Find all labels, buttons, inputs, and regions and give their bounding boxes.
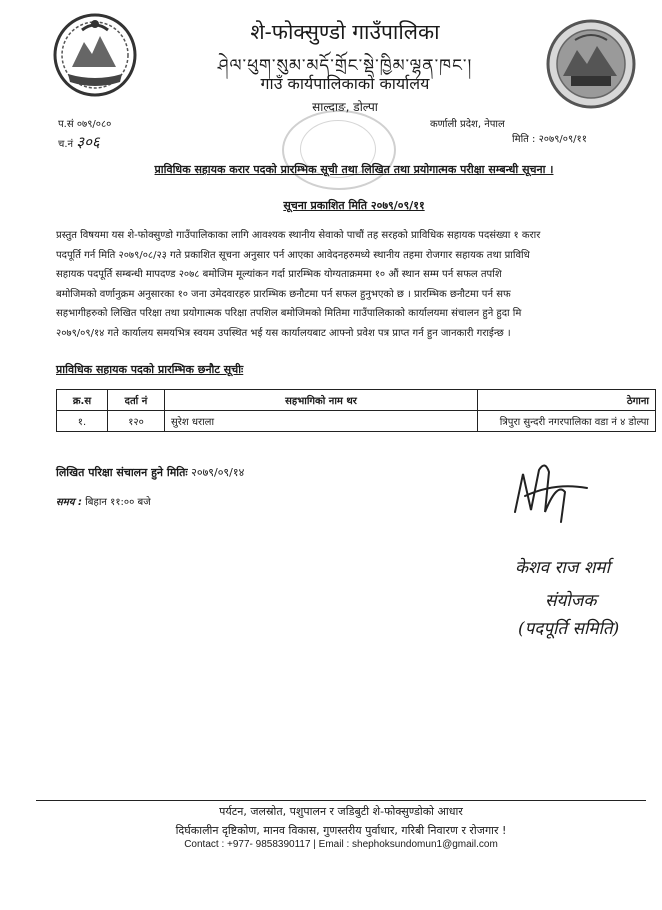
cell-serial: १. — [57, 411, 108, 432]
table-header-row — [57, 390, 656, 411]
footer-slogan: पर्यटन, जलस्रोत, पशुपालन र जडिबुटी शे-फोक्सुण्डोको आधार — [219, 805, 463, 818]
body-line: सहभागीहरुको लिखित परिक्षा तथा प्रयोगात्मक परिक्षा तपशिल बमोजिमको मितिमा गाउँपालिकाको कार्यालयमा संचालन हुने हुदा मि — [56, 308, 522, 319]
cell-reg-no: १२० — [108, 411, 165, 432]
notice-title: प्राविधिक सहायक करार पदको प्रारम्भिक सूची तथा लिखित तथा प्रयोगात्मक परीक्षा सम्बन्धी सूचना । — [154, 163, 554, 176]
signatory-role: संयोजक — [545, 591, 597, 611]
body-line: प्रस्तुत विषयमा यस शे-फोक्सुण्डो गाउँपालिकाका लागि आवश्यक स्थानीय सेवाको पाचौं तह सरहको प्राविधिक सहायक पदसंख्या १ करार — [56, 230, 541, 241]
signatory-name: केशव राज शर्मा — [515, 558, 610, 578]
cell-address: त्रिपुरा सुन्दरी नगरपालिका वडा नं ४ डोल्पा — [478, 411, 656, 432]
signature-icon — [505, 452, 595, 532]
province-label: कर्णाली प्रदेश, नेपाल — [430, 119, 505, 130]
cell-name: सुरेश धराला — [165, 411, 478, 432]
table-row — [57, 411, 656, 432]
body-line: पदपूर्ति गर्न मिति २०७९/०८/२३ गते प्रकाशित सूचना अनुसार पर्न आएका आवेदनहरुमध्ये स्थानीय तहमा रोजगार सहायक तथा प्राविधि — [56, 249, 530, 261]
col-serial: क्र.स — [57, 390, 108, 411]
published-date: सूचना प्रकाशित मिति २०७९/०९/११ — [283, 199, 425, 212]
office-name: गाउँ कार्यपालिकाको कार्यालय — [260, 74, 430, 93]
body-line: सहायक पदपूर्ति सम्बन्धी मापदण्ड २०७८ बमोजिम मूल्यांकन गर्दा प्रारम्भिक योग्यताक्रममा १० औं स्थान सम्म पर्न सफल तपशि — [56, 269, 502, 280]
body-line: बमोजिमको वर्णानुक्रम अनुसारका १० जना उमेदवारहरु प्रारम्भिक छनौटमा पर्न सफल हुनुभएको छ । प्रारम्भिक छनौटमा पर्न सफ — [56, 288, 511, 300]
municipality-name-tibetan: ཤེལ་ཕུག་སུམ་མདོ་གྲོང་སྡེ་ཁྱིམ་ལྷན་ཁང་། — [217, 56, 473, 76]
reference-chn: च.नं ३०६ — [58, 133, 100, 151]
signatory-committee: (पदपूर्ति समिति) — [518, 619, 620, 639]
shortlist-heading: प्राविधिक सहायक पदको प्रारम्भिक छनौट सूचीः — [56, 363, 244, 376]
exam-time: समय : बिहान ११:०० बजे — [56, 497, 151, 508]
shortlist-table — [56, 389, 656, 432]
body-line: २०७९/०९/१४ गते कार्यालय समयभित्र स्वयम उपस्थित भई यस कार्यालयबाट आफ्नो प्रवेश पत्र प्राप्त गर्न हुन जानकारी गराईन्छ । — [56, 327, 511, 339]
municipality-name: शे-फोक्सुण्डो गाउँपालिका — [250, 20, 440, 44]
office-location: साल्दाङ, डोल्पा — [312, 100, 378, 114]
footer-divider — [36, 800, 646, 801]
col-address: ठेगाना — [478, 390, 656, 411]
municipality-logo-icon — [545, 18, 637, 110]
exam-date: लिखित परिक्षा संचालन हुने मितिः २०७९/०९/१४ — [56, 466, 245, 479]
footer-vision: दिर्घकालीन दृष्टिकोण, मानव विकास, गुणस्तरीय पुर्वाधार, गरिबी निवारण र रोजगार ! — [175, 824, 507, 837]
col-name: सहभागिको नाम थर — [165, 390, 478, 411]
reference-ps: प.सं ०७९/०८० — [58, 119, 112, 130]
nepal-emblem-icon — [52, 12, 138, 98]
notice-date: मिति : २०७९/०९/११ — [512, 134, 587, 145]
footer-contact: Contact : +977- 9858390117 | Email : shephoksundomun1@gmail.com — [184, 839, 498, 850]
col-reg-no: दर्ता नं — [108, 390, 165, 411]
notice-body — [56, 226, 654, 343]
